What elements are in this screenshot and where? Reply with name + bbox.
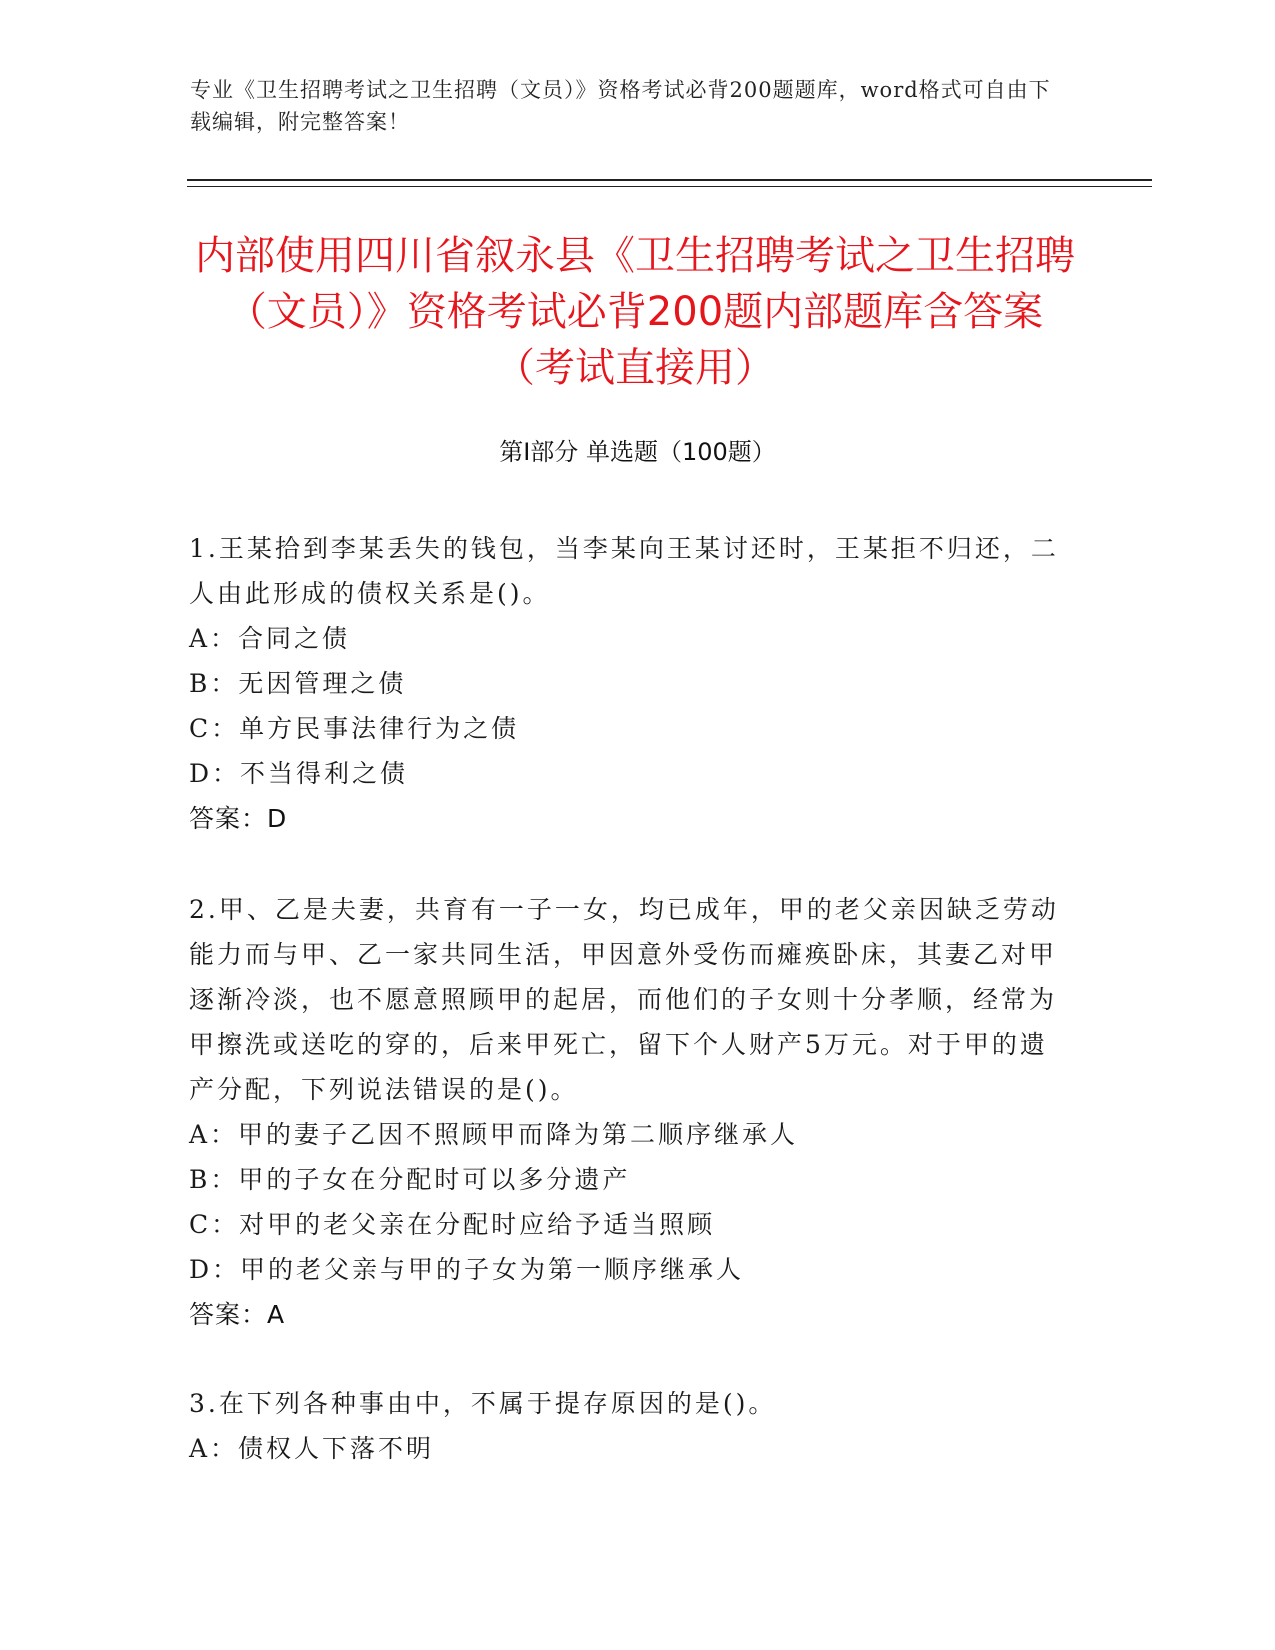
question-1 xyxy=(189,526,1059,841)
document-title: 内部使用四川省叙永县《卫生招聘考试之卫生招聘（文员）》资格考试必背200题内部题库含答案（考试直接用） xyxy=(195,233,1075,391)
option-a: A：债权人下落不明 xyxy=(189,1434,435,1463)
option-a: A：甲的妻子乙因不照顾甲而降为第二顺序继承人 xyxy=(189,1120,799,1149)
question-stem: 1.王某拾到李某丢失的钱包，当李某向王某讨还时，王某拒不归还，二人由此形成的债权关系是()。 xyxy=(189,534,1059,608)
question-stem: 3.在下列各种事由中，不属于提存原因的是()。 xyxy=(189,1389,777,1418)
option-c: C：对甲的老父亲在分配时应给予适当照顾 xyxy=(189,1210,716,1239)
option-d: D：甲的老父亲与甲的子女为第一顺序继承人 xyxy=(189,1255,745,1284)
section-title: 第I部分 单选题（100题） xyxy=(499,438,776,466)
option-a: A：合同之债 xyxy=(189,624,351,653)
question-2 xyxy=(189,887,1059,1337)
answer: 答案：D xyxy=(189,804,288,833)
option-b: B：甲的子女在分配时可以多分遗产 xyxy=(189,1165,631,1194)
header-rule-thin xyxy=(187,186,1152,187)
option-c: C：单方民事法律行为之债 xyxy=(189,714,520,743)
question-stem: 2.甲、乙是夫妻，共育有一子一女，均已成年，甲的老父亲因缺乏劳动能力而与甲、乙一家共同生活，甲因意外受伤而瘫痪卧床，其妻乙对甲逐渐冷淡，也不愿意照顾甲的起居，而他们的子女则十分孝顺，经常为甲擦洗或送吃的穿的，后来甲死亡，留下个人财产5万元。对于甲的遗产分配，下列说法错误的是()。 xyxy=(189,895,1059,1104)
answer: 答案：A xyxy=(189,1300,286,1329)
option-b: B：无因管理之债 xyxy=(189,669,407,698)
option-d: D：不当得利之债 xyxy=(189,759,409,788)
header-note: 专业《卫生招聘考试之卫生招聘（文员）》资格考试必背200题题库，word格式可自由下载编辑，附完整答案！ xyxy=(190,78,1051,134)
question-3 xyxy=(189,1381,1059,1471)
header-rule-thick xyxy=(187,179,1152,181)
